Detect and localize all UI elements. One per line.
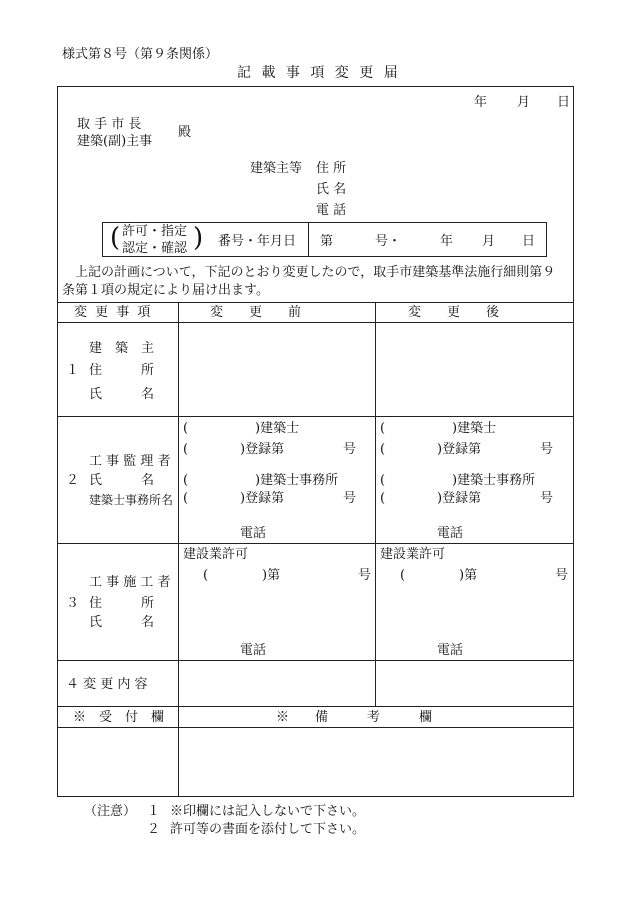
row4-bottom-line — [57, 706, 574, 707]
row1-number: １ — [66, 363, 80, 378]
row2-after-paren1: ( — [380, 421, 386, 436]
row3-after-dai: )第 — [459, 568, 478, 583]
row3-number: ３ — [66, 596, 80, 611]
header-before: 変 更 前 — [210, 305, 302, 320]
addressee-honorific: 殿 — [178, 125, 192, 140]
col1-divider — [178, 302, 179, 797]
row2-before-paren4: ( — [183, 491, 189, 506]
row2-after-phone: 電話 — [437, 526, 464, 541]
row2-before-paren1: ( — [183, 421, 189, 436]
row2-label3: 建築士事務所名 — [89, 493, 174, 507]
header-after: 変 更 後 — [408, 305, 500, 320]
row2-after-architect: )建築士 — [452, 421, 497, 436]
header-item: 変 更 事 項 — [74, 305, 153, 320]
date-year: 年 — [474, 95, 488, 110]
row2-bottom-line — [57, 543, 574, 544]
applicant-address-label: 住 所 — [316, 161, 347, 176]
row3-label1: 工 事 施 工 者 — [89, 575, 171, 590]
note2-text: 許可等の書面を添付して下さい。 — [170, 822, 366, 837]
bracket-left: ( — [110, 223, 121, 253]
row2-before-reg: )登録第 — [240, 442, 285, 457]
row2-after-reg2: )登録第 — [437, 491, 482, 506]
header-bottom-line — [57, 322, 574, 323]
permit-year: 年 — [440, 234, 454, 249]
row3-label2: 住 所 — [89, 596, 155, 611]
permit-box-divider — [308, 222, 309, 257]
row2-before-go: 号 — [343, 442, 357, 457]
row1-label2: 住 所 — [89, 363, 155, 378]
permit-number-label: 番号・年月日 — [218, 234, 297, 249]
row2-before-architect: )建築士 — [255, 421, 300, 436]
row3-before-dai: )第 — [262, 568, 281, 583]
permit-type-line1: 許可・指定 — [122, 224, 188, 239]
permit-day: 日 — [522, 234, 536, 249]
addressee-mayor: 取 手 市 長 — [77, 117, 142, 132]
permit-type-line2: 認定・確認 — [122, 241, 188, 256]
permit-dai: 第 — [320, 234, 334, 249]
row2-before-office: )建築士事務所 — [255, 473, 339, 488]
row1-bottom-line — [57, 416, 574, 417]
table-top-line — [57, 302, 574, 303]
row3-label3: 氏 名 — [89, 615, 155, 630]
reception-label: ※ 受 付 欄 — [73, 710, 165, 725]
note1-text: ※印欄には記入しないで下さい。 — [170, 804, 366, 819]
applicant-label: 建築主等 — [250, 161, 303, 176]
footer-header-line — [57, 727, 574, 728]
row2-before-paren2: ( — [183, 442, 189, 457]
row3-before-paren: ( — [203, 568, 209, 583]
row2-before-paren3: ( — [183, 473, 189, 488]
row3-before-go: 号 — [358, 568, 372, 583]
date-month: 月 — [517, 95, 531, 110]
row2-after-go2: 号 — [540, 491, 554, 506]
col2-divider — [375, 302, 376, 706]
row3-before-license: 建設業許可 — [183, 547, 249, 562]
row2-after-paren2: ( — [380, 442, 386, 457]
bracket-right: ) — [193, 223, 204, 253]
row3-after-license: 建設業許可 — [380, 547, 446, 562]
remarks-label: ※ 備 考 欄 — [276, 710, 433, 725]
row2-before-go2: 号 — [343, 491, 357, 506]
row2-after-office: )建築士事務所 — [452, 473, 536, 488]
row2-after-paren3: ( — [380, 473, 386, 488]
row3-bottom-line — [57, 660, 574, 661]
form-title: 記 載 事 項 変 更 届 — [237, 65, 401, 81]
row3-before-phone: 電話 — [240, 643, 267, 658]
note2-number: ２ — [147, 822, 161, 837]
statement-line2: 条第１項の規定により届け出ます。 — [62, 283, 269, 298]
row1-label3: 氏 名 — [89, 387, 155, 402]
row2-after-go: 号 — [540, 442, 554, 457]
permit-go: 号・ — [375, 234, 402, 249]
row3-after-phone: 電話 — [437, 643, 464, 658]
row4-label: ４ 変 更 内 容 — [66, 677, 148, 692]
applicant-name-label: 氏 名 — [316, 182, 347, 197]
row3-after-paren: ( — [400, 568, 406, 583]
row2-before-reg2: )登録第 — [240, 491, 285, 506]
row2-before-phone: 電話 — [240, 526, 267, 541]
statement-line1: 上記の計画について，下記のとおり変更したので，取手市建築基準法施行細則第９ — [75, 265, 556, 280]
row3-after-go: 号 — [555, 568, 569, 583]
permit-month: 月 — [482, 234, 496, 249]
addressee-official: 建築(副)主事 — [77, 134, 153, 149]
row2-label2: 氏 名 — [89, 473, 155, 488]
note1-number: １ — [147, 804, 161, 819]
row2-number: ２ — [66, 473, 80, 488]
row2-label1: 工 事 監 理 者 — [89, 454, 171, 469]
notes-label: （注意） — [84, 804, 137, 819]
date-day: 日 — [557, 95, 571, 110]
row2-after-reg: )登録第 — [437, 442, 482, 457]
form-number: 様式第８号（第９条関係） — [62, 47, 219, 62]
row1-label1: 建 築 主 — [89, 341, 155, 356]
row2-after-paren4: ( — [380, 491, 386, 506]
applicant-phone-label: 電 話 — [316, 203, 347, 218]
